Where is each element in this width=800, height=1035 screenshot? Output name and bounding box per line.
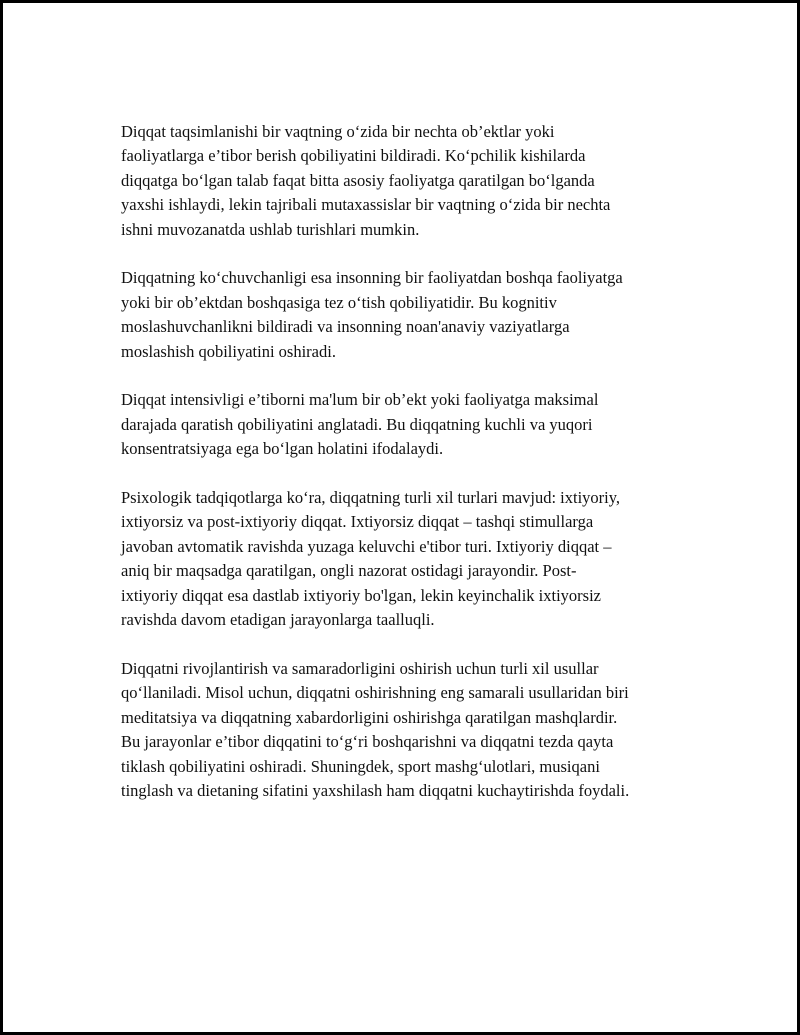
text-line: yoki bir ob’ektdan boshqasiga tez o‘tish qobiliyatidir. Bu kognitiv [121,292,557,312]
paragraph-1 [121,120,701,242]
text-line: Psixologik tadqiqotlarga ko‘ra, diqqatning turli xil turlari mavjud: ixtiyoriy, [121,488,621,508]
text-line: ixtiyorsiz va post-ixtiyoriy diqqat. Ixtiyorsiz diqqat – tashqi stimullarga [121,512,594,532]
text-line: qo‘llaniladi. Misol uchun, diqqatni oshirishning eng samarali usullaridan biri [121,683,629,703]
text-line: javoban avtomatik ravishda yuzaga keluvchi e'tibor turi. Ixtiyoriy diqqat – [121,536,612,556]
paragraph-4 [121,486,701,632]
text-line: Diqqatni rivojlantirish va samaradorligini oshirish uchun turli xil usullar [121,658,599,678]
text-line: faoliyatlarga e’tibor berish qobiliyatini bildiradi. Ko‘pchilik kishilarda [121,146,586,166]
text-line: Bu jarayonlar e’tibor diqqatini to‘g‘ri boshqarishni va diqqatni tezda qayta [121,732,614,752]
paragraph-2 [121,266,701,364]
text-line: Diqqat intensivligi e’tiborni ma'lum bir ob’ekt yoki faoliyatga maksimal [121,390,599,410]
text-line: darajada qaratish qobiliyatini anglatadi. Bu diqqatning kuchli va yuqori [121,414,593,434]
text-line: yaxshi ishlaydi, lekin tajribali mutaxassislar bir vaqtning o‘zida bir nechta [121,195,611,215]
paragraph-3 [121,388,701,461]
text-line: tinglash va dietaning sifatini yaxshilash ham diqqatni kuchaytirishda foydali. [121,780,630,800]
text-line: meditatsiya va diqqatning xabardorligini oshirishga qaratilgan mashqlardir. [121,707,618,727]
text-line: ravishda davom etadigan jarayonlarga taalluqli. [121,610,435,630]
text-line: diqqatga bo‘lgan talab faqat bitta asosiy faoliyatga qaratilgan bo‘lganda [121,170,595,190]
text-line: ishni muvozanatda ushlab turishlari mumkin. [121,219,420,239]
text-line: moslashuvchanlikni bildiradi va insonning noan'anaviy vaziyatlarga [121,317,570,337]
text-line: Diqqat taqsimlanishi bir vaqtning o‘zida bir nechta ob’ektlar yoki [121,122,555,141]
text-line: Diqqatning ko‘chuvchanligi esa insonning bir faoliyatdan boshqa faoliyatga [121,268,623,288]
text-line: konsentratsiyaga ega bo‘lgan holatini ifodalaydi. [121,439,444,459]
text-line: aniq bir maqsadga qaratilgan, ongli nazorat ostidagi jarayondir. Post- [121,561,577,581]
text-line: tiklash qobiliyatini oshiradi. Shuningdek, sport mashg‘ulotlari, musiqani [121,756,600,776]
text-line: ixtiyoriy diqqat esa dastlab ixtiyoriy bo'lgan, lekin keyinchalik ixtiyorsiz [121,585,602,605]
text-line: moslashish qobiliyatini oshiradi. [121,341,336,361]
document-body [121,120,701,828]
paragraph-5 [121,657,701,803]
